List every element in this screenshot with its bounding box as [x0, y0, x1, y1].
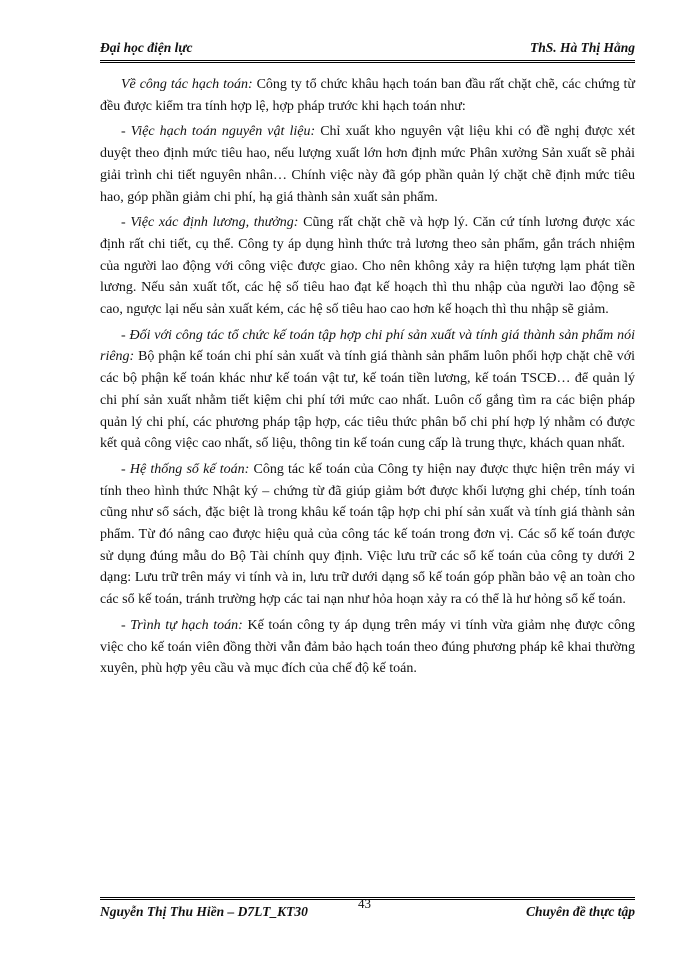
paragraph-text: Bộ phận kế toán chi phí sản xuất và tính giá thành sản phẩm luôn phối hợp chặt chẽ với các bộ phận kế toán khác như kế toán vật tư, kế toán tiền lương, kế toán TSCĐ… để quản lý chi phí sản xuất nhằm tiết kiệm chi phí tới mức cao nhất. Luôn cố gắng tìm ra các biện pháp quản lý chi phí, các phương pháp tập hợp, các tiêu thức phân bổ chi phí hợp lý nhằm có được kết quả công việc cao nhất, số liệu, thông tin kế toán cung cấp là trung thực, khách quan nhất. [100, 349, 635, 452]
page-header [100, 38, 635, 60]
paragraph-label: - Việc hạch toán nguyên vật liệu: [121, 124, 316, 140]
paragraph-text: Kế toán công ty áp dụng trên máy vi tính vừa giảm nhẹ được công việc cho kế toán viên đồng thời vẫn đảm bảo hạch toán theo đúng phương pháp kê khai thường xuyên, phù hợp yêu cầu và mục đích của chế độ kế toán. [100, 617, 635, 677]
paragraph-label: - Hệ thống sổ kế toán: [121, 461, 250, 477]
paragraph-procedure [100, 615, 635, 680]
paragraph-materials [100, 121, 635, 208]
document-body [100, 74, 635, 684]
page-footer [100, 896, 635, 924]
paragraph-label: - Việc xác định lương, thưởng: [121, 215, 299, 231]
paragraph-salary [100, 212, 635, 321]
paragraph-label: - Trình tự hạch toán: [121, 617, 243, 633]
header-rule [100, 60, 635, 63]
footer-document-type: Chuyên đề thực tập [526, 904, 635, 919]
paragraph-ledger-system [100, 459, 635, 611]
paragraph-label: Về công tác hạch toán: [121, 77, 253, 92]
paragraph-text: Công ty tổ chức khâu hạch toán ban đầu rất chặt chẽ, các chứng từ đều được kiểm tra tính hợp lệ, hợp pháp trước khi hạch toán như: [100, 77, 635, 114]
page-number: 43 [358, 896, 371, 911]
header-university: Đại học điện lực [100, 40, 193, 55]
paragraph-text: Chỉ xuất kho nguyên vật liệu khi có đề nghị được xét duyệt theo định mức tiêu hao, nếu lượng xuất lớn hơn định mức Phân xưởng Sản xuất sẽ phải giải trình chi tiết nguyên nhân… Chính việc này đã góp phần quản lý chặt chẽ định mức tiêu hao, góp phần giảm chi phí, hạ giá thành sản xuất sản phẩm. [100, 124, 635, 205]
header-supervisor: ThS. Hà Thị Hằng [529, 40, 635, 55]
paragraph-text: Công tác kế toán của Công ty hiện nay được thực hiện trên máy vi tính theo hình thức Nhật ký – chứng từ đã giúp giảm bớt được khối lượng ghi chép, tính toán cũng như sổ sách, đặc biệt là trong khâu kế toán tập hợp chi phí sản xuất và tính giá thành sản phẩm. Từ đó nâng cao được hiệu quả của công tác kế toán trong đơn vị. Các sổ kế toán được sử dụng đúng mẫu do Bộ Tài chính quy định. Việc lưu trữ các sổ kế toán của công ty dưới 2 dạng: Lưu trữ trên máy vi tính và in, lưu trữ dưới dạng sổ kế toán góp phần bảo vệ an toàn cho các sổ kế toán, tránh trường hợp các tai nạn như hỏa hoạn xảy ra có thể là hư hỏng sổ kế toán. [100, 461, 635, 608]
paragraph-accounting [100, 74, 635, 117]
paragraph-cost-accounting [100, 325, 635, 455]
paragraph-label: - Đối với công tác tổ chức kế toán tập hợp chi phí sản xuất và tính giá thành sản phẩm nói riêng: [100, 327, 635, 365]
footer-author: Nguyễn Thị Thu Hiền – D7LT_KT30 [100, 904, 308, 919]
paragraph-text: Cũng rất chặt chẽ và hợp lý. Căn cứ tính lương được xác định rất chi tiết, cụ thể. Công ty áp dụng hình thức trả lương theo sản phẩm, gắn trách nhiệm của người lao động với công việc được giao. Cho nên không xảy ra hiện tượng lạm phát tiền lương. Nếu sản xuất tốt, các hệ số tiêu hao đạt kế hoạch thì thu nhập của người lao động sẽ cao, ngược lại nếu sản xuất kém, các hệ số tiêu hao cao hơn kế hoạch thì thu nhập sẽ giảm. [100, 215, 635, 318]
